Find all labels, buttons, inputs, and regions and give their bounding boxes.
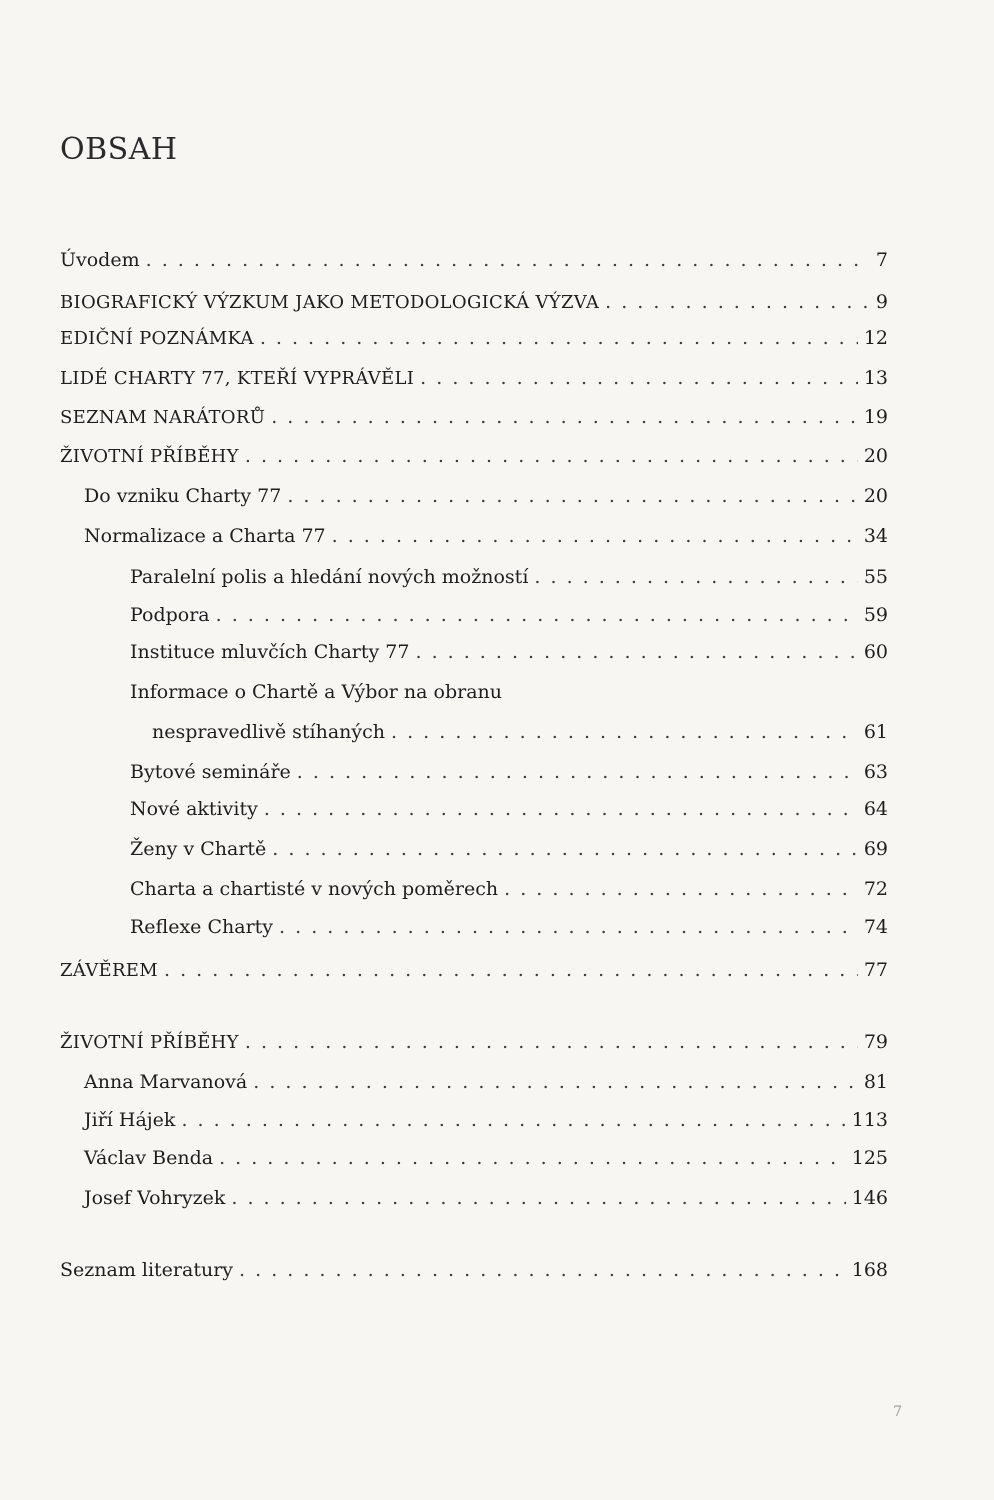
toc-entry-lide-charty: LIDÉ CHARTY 77, KTEŘÍ VYPRÁVĚLI . . . 13 (60, 366, 888, 391)
toc-entry-bytove-seminare: Bytové semináře . . . 63 (130, 760, 888, 784)
toc-entry-podpora: Podpora . . . 59 (130, 603, 888, 627)
toc-entry-seznam-naratoru: SEZNAM NARÁTORŮ . . . 19 (60, 405, 888, 430)
toc-entry-reflexe-charty: Reflexe Charty . . . 74 (130, 915, 888, 939)
toc-entry-nove-aktivity: Nové aktivity . . . 64 (130, 797, 888, 821)
page-number: 7 (893, 1404, 902, 1420)
toc-entry-seznam-literatury: Seznam literatury . . . 168 (60, 1258, 888, 1282)
toc-entry-vaclav-benda: Václav Benda . . . 125 (84, 1146, 888, 1170)
toc-entry-informace-line2: nespravedlivě stíhaných . . . 61 (152, 720, 888, 744)
toc-entry-edicni-poznamka: EDIČNÍ POZNÁMKA . . . 12 (60, 326, 888, 351)
toc-entry-do-vzniku: Do vzniku Charty 77 . . . 20 (84, 484, 888, 508)
toc-entry-uvodem: Úvodem . . . 7 (60, 248, 888, 272)
toc-entry-normalizace: Normalizace a Charta 77 . . . 34 (84, 524, 888, 548)
page-title: OBSAH (60, 132, 178, 167)
toc-entry-zivotni-pribehy-2: ŽIVOTNÍ PŘÍBĚHY . . . 79 (60, 1030, 888, 1055)
toc-entry-charta-a-chartiste: Charta a chartisté v nových poměrech . . . 72 (130, 877, 888, 901)
toc-entry-anna-marvanova: Anna Marvanová . . . 81 (84, 1070, 888, 1094)
toc-entry-informace-line1: Informace o Chartě a Výbor na obranu (130, 681, 503, 703)
toc-entry-zeny-v-charte: Ženy v Chartě . . . 69 (130, 837, 888, 861)
toc-entry-jiri-hajek: Jiří Hájek . . . 113 (84, 1108, 888, 1132)
toc-entry-instituce-mluvcich: Instituce mluvčích Charty 77 . . . 60 (130, 640, 888, 664)
toc-entry-paralelni-polis: Paralelní polis a hledání nových možností . . . 55 (130, 565, 888, 589)
toc-entry-biograficky-vyzkum: BIOGRAFICKÝ VÝZKUM JAKO METODOLOGICKÁ VÝZVA . . . 9 (60, 290, 888, 315)
toc-entry-josef-vohryzek: Josef Vohryzek . . . 146 (84, 1186, 888, 1210)
toc-entry-zaverem: ZÁVĚREM . . . 77 (60, 958, 888, 983)
toc-entry-zivotni-pribehy-1: ŽIVOTNÍ PŘÍBĚHY . . . 20 (60, 444, 888, 469)
